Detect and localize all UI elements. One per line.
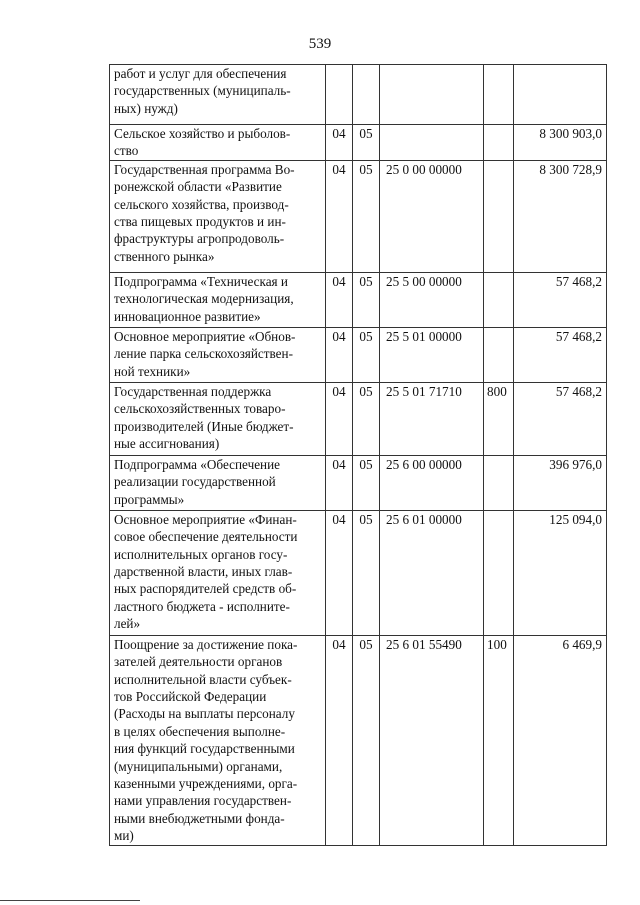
amount-cell: 57 468,2 — [514, 272, 607, 327]
table-row — [110, 327, 607, 382]
table-row — [110, 125, 607, 161]
section-code-cell: 04 — [326, 455, 353, 510]
subsection-code-cell: 05 — [353, 272, 380, 327]
expense-type-cell — [484, 510, 514, 635]
target-article-cell: 25 5 01 71710 — [380, 382, 484, 455]
amount-cell: 125 094,0 — [514, 510, 607, 635]
row-name-cell: работ и услуг для обеспечения государственных (муниципаль- ных) нужд) — [110, 65, 326, 125]
expense-type-cell — [484, 160, 514, 272]
amount-cell: 6 469,9 — [514, 635, 607, 845]
subsection-code-cell: 05 — [353, 125, 380, 161]
subsection-code-cell: 05 — [353, 455, 380, 510]
section-code-cell: 04 — [326, 510, 353, 635]
target-article-cell: 25 6 01 55490 — [380, 635, 484, 845]
section-code-cell: 04 — [326, 327, 353, 382]
row-name-cell: Подпрограмма «Техническая и технологическая модернизация, инновационное развитие» — [110, 272, 326, 327]
amount-cell: 57 468,2 — [514, 327, 607, 382]
target-article-cell — [380, 65, 484, 125]
row-name-cell: Подпрограмма «Обеспечение реализации государственной программы» — [110, 455, 326, 510]
target-article-cell: 25 6 00 00000 — [380, 455, 484, 510]
section-code-cell: 04 — [326, 635, 353, 845]
expense-type-cell — [484, 455, 514, 510]
expense-type-cell: 100 — [484, 635, 514, 845]
target-article-cell: 25 6 01 00000 — [380, 510, 484, 635]
section-code-cell — [326, 65, 353, 125]
budget-table — [109, 64, 607, 846]
section-code-cell: 04 — [326, 125, 353, 161]
row-name-cell: Основное мероприятие «Обнов- ление парка сельскохозяйствен- ной техники» — [110, 327, 326, 382]
subsection-code-cell: 05 — [353, 160, 380, 272]
amount-cell: 396 976,0 — [514, 455, 607, 510]
amount-cell: 8 300 903,0 — [514, 125, 607, 161]
row-name-cell: Государственная программа Во- ронежской области «Развитие сельского хозяйства, производ- ства пищевых продуктов и ин- фраструктуры агропродоволь- ственного рынка» — [110, 160, 326, 272]
row-name-cell: Государственная поддержка сельскохозяйственных товаро- производителей (Иные бюджет- ные ассигнования) — [110, 382, 326, 455]
subsection-code-cell: 05 — [353, 510, 380, 635]
amount-cell: 57 468,2 — [514, 382, 607, 455]
table-row — [110, 510, 607, 635]
footer-divider — [0, 900, 140, 901]
expense-type-cell — [484, 65, 514, 125]
row-name-cell: Сельское хозяйство и рыболов- ство — [110, 125, 326, 161]
amount-cell: 8 300 728,9 — [514, 160, 607, 272]
table-row — [110, 160, 607, 272]
subsection-code-cell — [353, 65, 380, 125]
target-article-cell — [380, 125, 484, 161]
expense-type-cell — [484, 125, 514, 161]
table-row — [110, 455, 607, 510]
expense-type-cell — [484, 272, 514, 327]
section-code-cell: 04 — [326, 272, 353, 327]
table-row — [110, 65, 607, 125]
table-row — [110, 382, 607, 455]
row-name-cell: Поощрение за достижение пока- зателей деятельности органов исполнительной власти субъек- тов Российской Федерации (Расходы на выплаты персоналу в целях обеспечения выполне- ния функций государственными (муниципальными) органами, казенными учреждениями, орга- нами управления государствен- ными внебюджетными фонда- ми) — [110, 635, 326, 845]
page-number: 539 — [308, 36, 332, 52]
section-code-cell: 04 — [326, 160, 353, 272]
table-row — [110, 635, 607, 845]
subsection-code-cell: 05 — [353, 635, 380, 845]
target-article-cell: 25 5 00 00000 — [380, 272, 484, 327]
section-code-cell: 04 — [326, 382, 353, 455]
expense-type-cell — [484, 327, 514, 382]
table-body — [110, 65, 607, 846]
subsection-code-cell: 05 — [353, 382, 380, 455]
target-article-cell: 25 0 00 00000 — [380, 160, 484, 272]
subsection-code-cell: 05 — [353, 327, 380, 382]
table-row — [110, 272, 607, 327]
target-article-cell: 25 5 01 00000 — [380, 327, 484, 382]
expense-type-cell: 800 — [484, 382, 514, 455]
amount-cell — [514, 65, 607, 125]
row-name-cell: Основное мероприятие «Финан- совое обеспечение деятельности исполнительных органов госу- дарственной власти, иных глав- ных распорядителей средств об- ластного бюджета - исполните- лей» — [110, 510, 326, 635]
